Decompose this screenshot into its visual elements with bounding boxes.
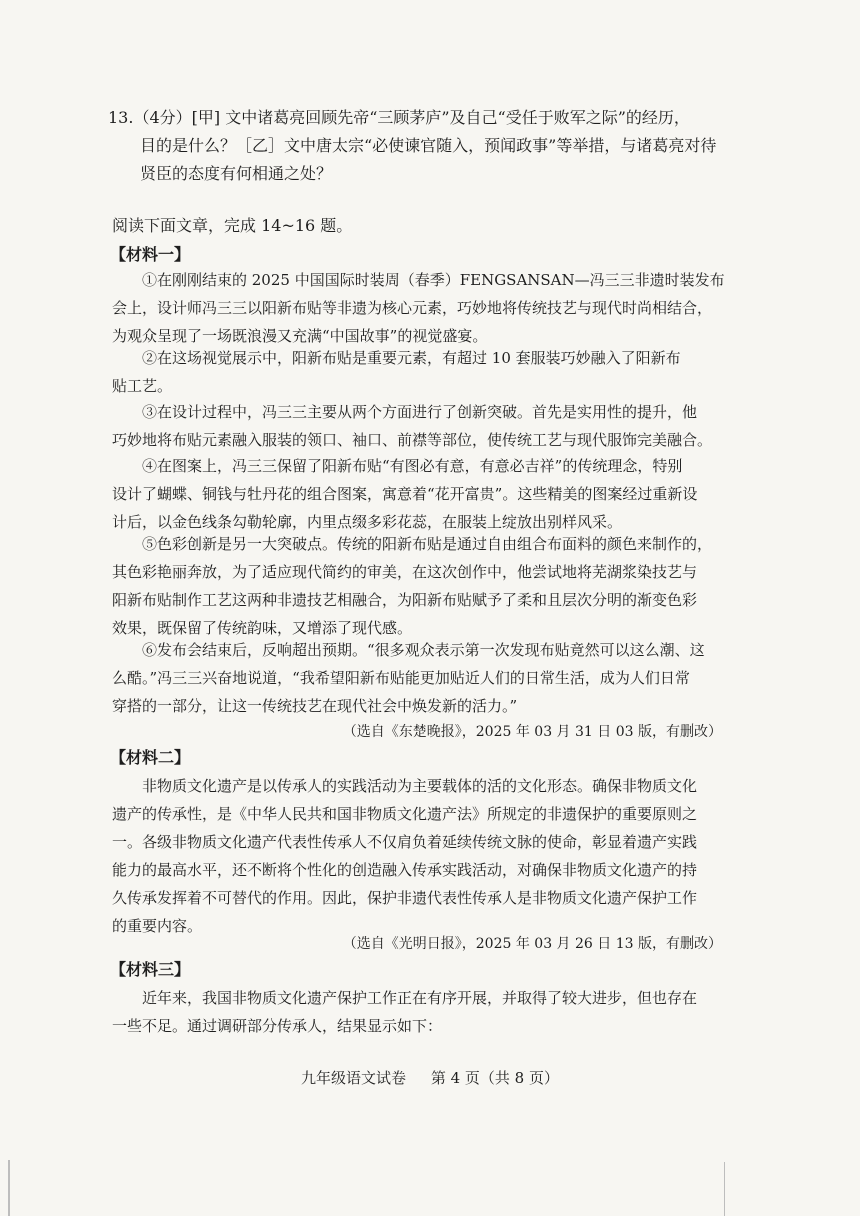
- text-line: 非物质文化遗产是以传承人的实践活动为主要载体的活的文化形态。确保非物质文化: [142, 777, 698, 795]
- text-line: 其色彩艳丽奔放，为了适应现代简约的审美，在这次创作中，他尝试地将芜湖浆染技艺与: [112, 563, 698, 581]
- text-line: 遗产的传承性，是《中华人民共和国非物质文化遗产法》所规定的非遗保护的重要原则之: [112, 805, 698, 823]
- text-line: ①在刚刚结束的 2025 中国国际时装周（春季）FENGSANSAN—冯三三非遗时装发布: [142, 271, 725, 289]
- text-line: 的重要内容。: [112, 917, 203, 935]
- text-line: 阳新布贴制作工艺这两种非遗技艺相融合，为阳新布贴赋予了柔和且层次分明的渐变色彩: [112, 591, 698, 609]
- text-line: ⑥发布会结束后，反响超出预期。“很多观众表示第一次发现布贴竟然可以这么潮、这: [142, 641, 705, 659]
- material-1-heading: 【材料一】: [110, 245, 191, 264]
- material-1-source: （选自《东楚晚报》，2025 年 03 月 31 日 03 版，有删改）: [342, 724, 722, 740]
- question-13-line: 目的是什么？［乙］文中唐太宗“必使谏官随入，预闻政事”等举措，与诸葛亮对待: [140, 136, 717, 155]
- text-line: 么酷。”冯三三兴奋地说道，“我希望阳新布贴能更加贴近人们的日常生活，成为人们日常: [112, 669, 690, 687]
- text-line: 效果，既保留了传统韵味，又增添了现代感。: [112, 619, 413, 637]
- text-line: 为观众呈现了一场既浪漫又充满“中国故事”的视觉盛宴。: [112, 327, 488, 345]
- question-13-line: 13.（4分）[甲] 文中诸葛亮回顾先帝“三顾茅庐”及自己“受任于败军之际”的经历，: [108, 108, 690, 127]
- material-1-paragraph-2: [112, 344, 736, 400]
- text-line: 设计了蝴蝶、铜钱与牡丹花的组合图案，寓意着“花开富贵”。这些精美的图案经过重新设: [112, 485, 698, 503]
- reading-instruction: 阅读下面文章，完成 14~16 题。: [112, 216, 353, 235]
- material-1-paragraph-3: [112, 398, 736, 454]
- text-line: 贴工艺。: [112, 377, 173, 395]
- scan-edge-mark: [724, 1162, 725, 1216]
- question-13-line: 贤臣的态度有何相通之处？: [140, 164, 333, 183]
- material-1-paragraph-6: [112, 636, 736, 720]
- text-line: 久传承发挥着不可替代的作用。因此，保护非遗代表性传承人是非物质文化遗产保护工作: [112, 889, 698, 907]
- text-line: 一。各级非物质文化遗产代表性传承人不仅肩负着延续传统文脉的使命，彰显着遗产实践: [112, 833, 698, 851]
- text-line: 近年来，我国非物质文化遗产保护工作正在有序开展，并取得了较大进步，但也存在: [142, 989, 698, 1007]
- page-footer: [0, 1066, 860, 1090]
- text-line: ③在设计过程中，冯三三主要从两个方面进行了创新突破。首先是实用性的提升，他: [142, 403, 698, 421]
- text-line: 能力的最高水平，还不断将个性化的创造融入传承实践活动，对确保非物质文化遗产的持: [112, 861, 698, 879]
- text-line: 穿搭的一部分，让这一传统技艺在现代社会中焕发新的活力。”: [112, 697, 518, 715]
- text-line: 一些不足。通过调研部分传承人，结果显示如下：: [112, 1017, 443, 1035]
- material-2-source: （选自《光明日报》，2025 年 03 月 26 日 13 版，有删改）: [342, 936, 722, 952]
- exam-title: 九年级语文试卷: [301, 1069, 407, 1087]
- text-line: 会上，设计师冯三三以阳新布贴等非遗为核心元素，巧妙地将传统技艺与现代时尚相结合，: [112, 299, 713, 317]
- question-13: [108, 104, 748, 188]
- scan-edge-mark: [8, 1160, 10, 1216]
- material-2-heading: 【材料二】: [110, 748, 191, 767]
- material-1-paragraph-5: [112, 530, 736, 642]
- text-line: 巧妙地将布贴元素融入服装的领口、袖口、前襟等部位，使传统工艺与现代服饰完美融合。: [112, 431, 713, 449]
- text-line: ⑤色彩创新是另一大突破点。传统的阳新布贴是通过自由组合布面料的颜色来制作的，: [142, 535, 713, 553]
- material-1-paragraph-4: [112, 452, 736, 536]
- text-line: ④在图案上，冯三三保留了阳新布贴“有图必有意，有意必吉祥”的传统理念，特别: [142, 457, 683, 475]
- text-line: 计后，以金色线条勾勒轮廓，内里点缀多彩花蕊，在服装上绽放出别样风采。: [112, 513, 623, 531]
- material-3-heading: 【材料三】: [110, 960, 191, 979]
- material-1-paragraph-1: [112, 266, 736, 350]
- text-line: ②在这场视觉展示中，阳新布贴是重要元素，有超过 10 套服装巧妙融入了阳新布: [142, 349, 681, 367]
- material-3-paragraph: [112, 984, 736, 1040]
- page-number: 第 4 页（共 8 页）: [430, 1069, 559, 1087]
- material-2-paragraph: [112, 772, 736, 940]
